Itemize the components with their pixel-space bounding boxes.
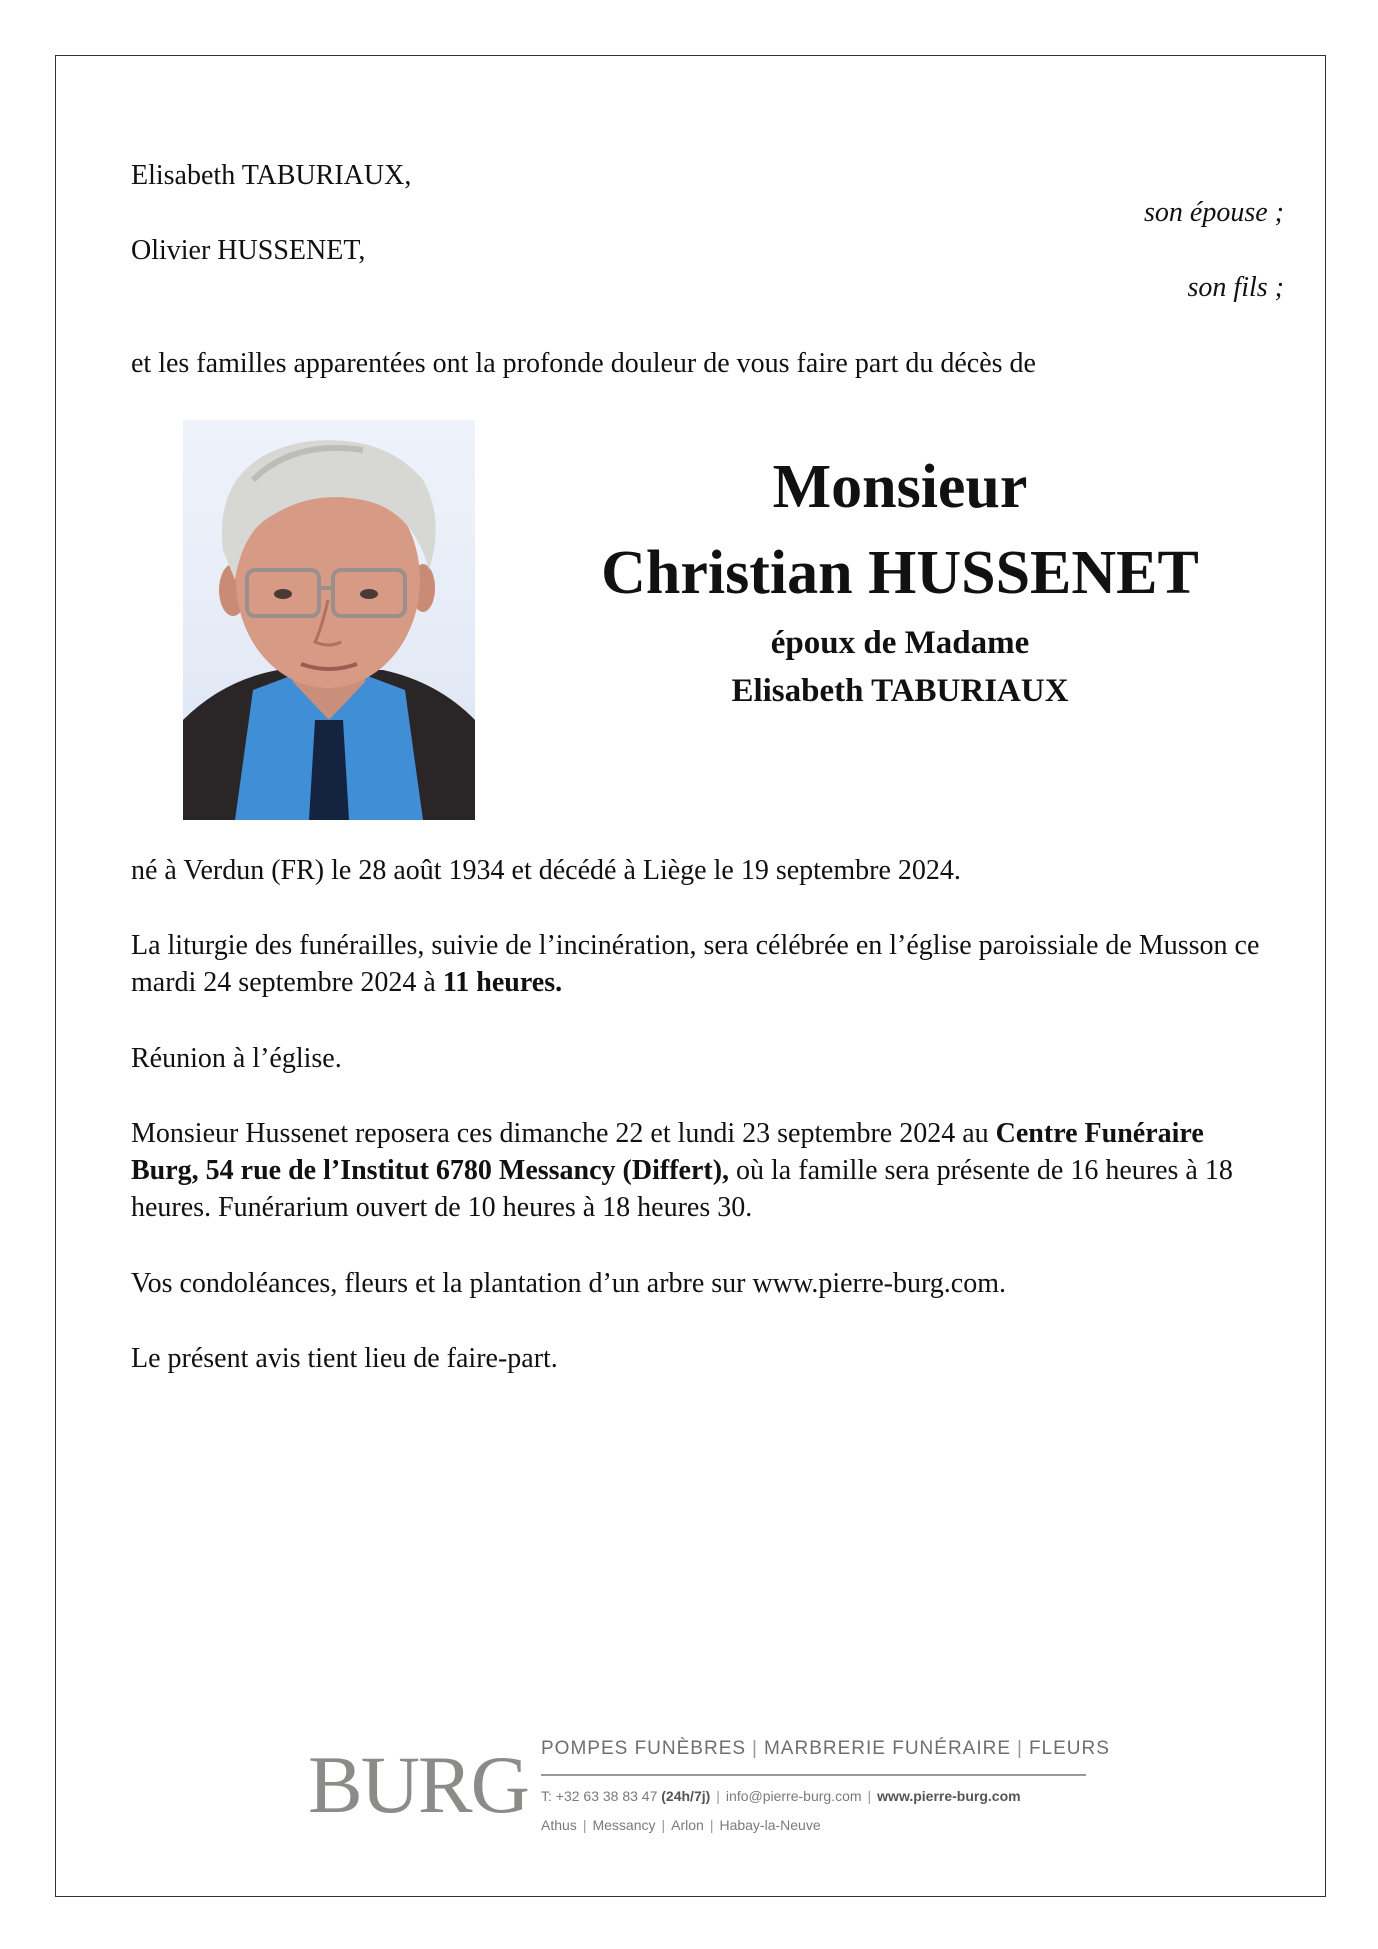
resting-text-b: où la famille sera présente de 16 heures à 18 heures. Funérarium ouvert de 10 heures à 18 heures 30. <box>131 1155 1233 1223</box>
deceased-honorific: Monsieur <box>772 453 1028 521</box>
son-role: son fils ; <box>1187 272 1284 303</box>
portrait-photo <box>183 420 475 820</box>
resting-paragraph <box>131 1115 1261 1226</box>
liturgy-paragraph <box>131 927 1261 1001</box>
wife-role: son épouse ; <box>1144 197 1284 228</box>
portrait-illustration <box>183 420 475 820</box>
footer-contact: T: +32 63 38 83 47 (24h/7j) | info@pierre-burg.com | www.pierre-burg.com <box>541 1788 1021 1804</box>
announcement: et les familles apparentées ont la profonde douleur de vous faire part du décès de <box>131 348 1036 379</box>
footer-divider <box>541 1774 1086 1776</box>
spouse-line-2: Elisabeth TABURIAUX <box>731 673 1069 709</box>
place-item: Habay-la-Neuve <box>719 1817 821 1833</box>
burg-logo: BURG <box>308 1739 528 1830</box>
birth-death-line: né à Verdun (FR) le 28 août 1934 et décédé à Liège le 19 septembre 2024. <box>131 855 961 886</box>
footer-email[interactable]: info@pierre-burg.com <box>725 1788 862 1804</box>
son-name: Olivier HUSSENET, <box>131 235 366 266</box>
liturgy-time: 11 heures. <box>442 967 563 998</box>
condolences-line: Vos condoléances, fleurs et la plantation d’un arbre sur www.pierre-burg.com. <box>131 1268 1006 1299</box>
service-item: FLEURS <box>1028 1738 1110 1759</box>
deceased-name: Christian HUSSENET <box>601 539 1199 607</box>
spouse-line-1: époux de Madame <box>770 625 1030 661</box>
footer-phone: T: +32 63 38 83 47 <box>541 1788 658 1804</box>
footer-places: Athus | Messancy | Arlon | Habay-la-Neuve <box>541 1817 821 1833</box>
place-item: Athus <box>541 1817 577 1833</box>
liturgy-text: La liturgie des funérailles, suivie de l’incinération, sera célébrée en l’église paroissiale de Musson ce mardi 24 septembre 2024 à <box>131 930 1260 998</box>
meeting-line: Réunion à l’église. <box>131 1043 342 1074</box>
footer-services: POMPES FUNÈBRES | MARBRERIE FUNÉRAIRE | FLEURS <box>541 1738 1110 1759</box>
footer-website[interactable]: www.pierre-burg.com <box>877 1788 1021 1804</box>
resting-text-a: Monsieur Hussenet reposera ces dimanche 22 et lundi 23 septembre 2024 au <box>131 1118 996 1149</box>
notice-line: Le présent avis tient lieu de faire-part. <box>131 1343 558 1374</box>
service-item: POMPES FUNÈBRES <box>541 1738 747 1759</box>
wife-name: Elisabeth TABURIAUX, <box>131 160 412 191</box>
place-item: Arlon <box>671 1817 704 1833</box>
footer-phone-hours: (24h/7j) <box>661 1788 711 1804</box>
service-item: MARBRERIE FUNÉRAIRE <box>763 1738 1012 1759</box>
place-item: Messancy <box>592 1817 656 1833</box>
resting-location: Centre Funéraire Burg, 54 rue de l’Institut 6780 Messancy (Differt), <box>131 1118 1204 1186</box>
